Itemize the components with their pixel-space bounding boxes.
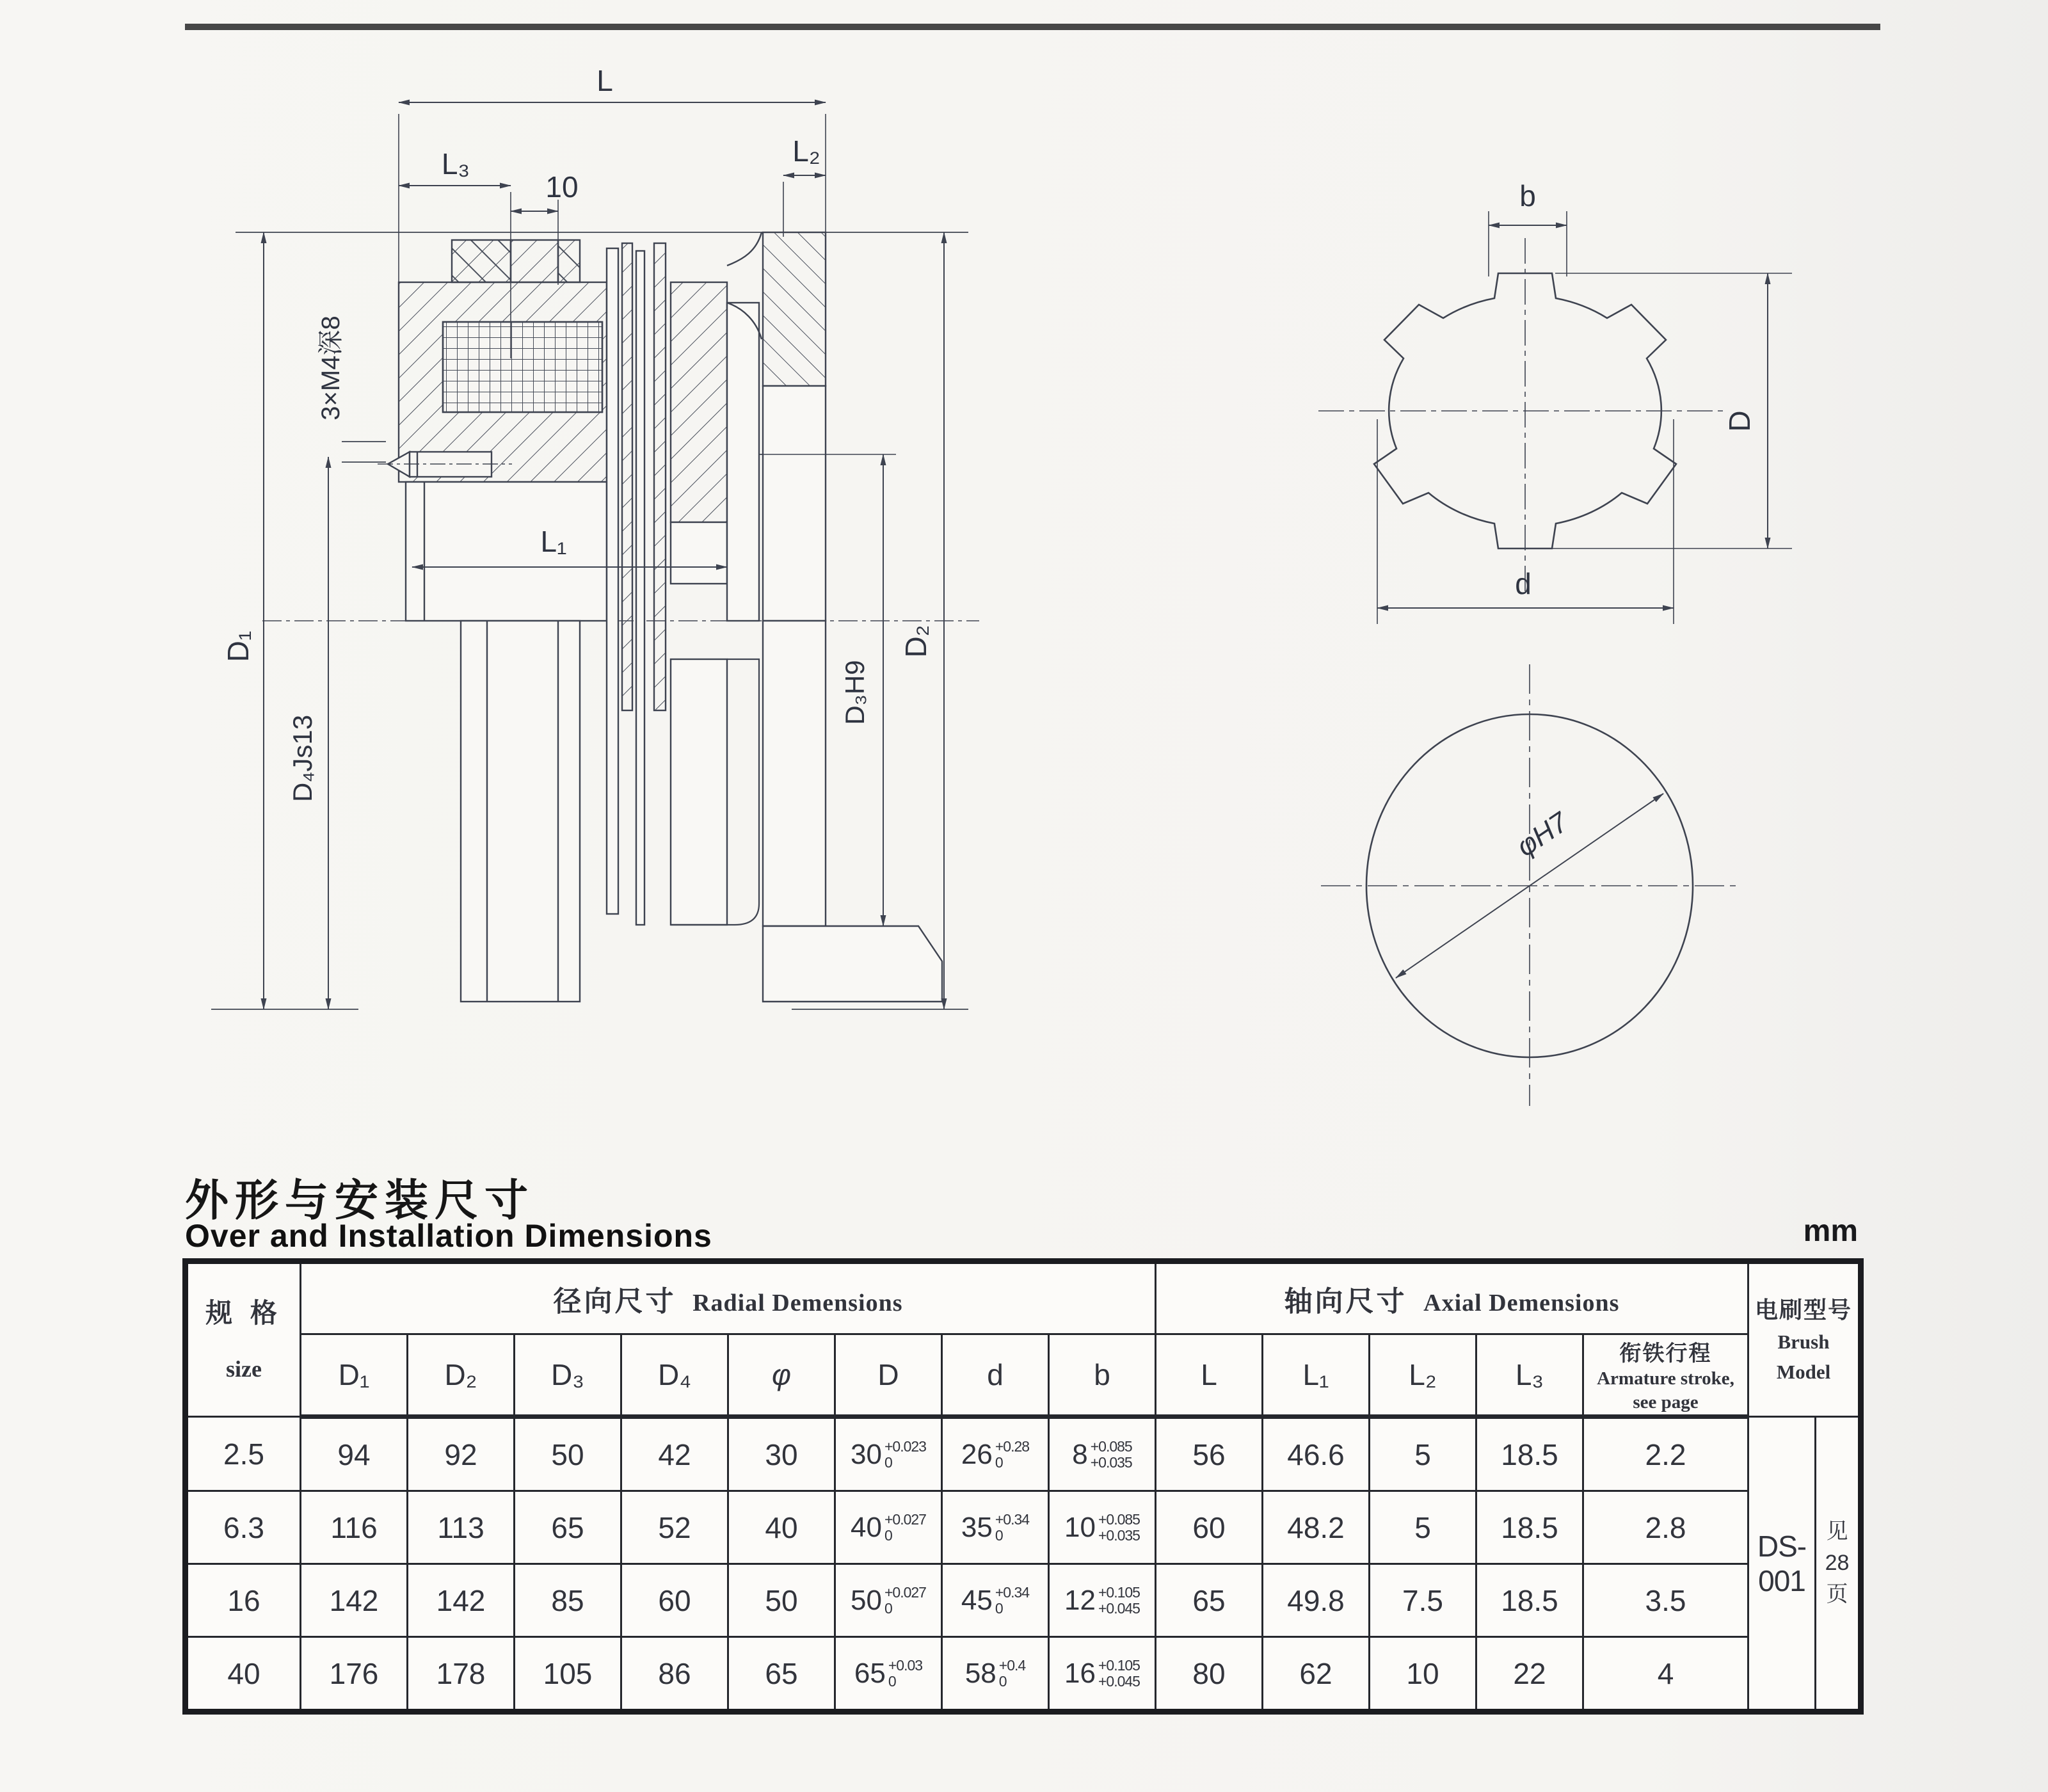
tol-main: 8 xyxy=(1072,1438,1088,1470)
tol-main: 40 xyxy=(851,1511,882,1543)
tol-sub: +0.045 xyxy=(1098,1599,1140,1617)
tol-main: 58 xyxy=(964,1657,996,1689)
header-brush-en1: Brush xyxy=(1777,1331,1830,1353)
tol-sub: +0.035 xyxy=(1098,1526,1140,1544)
cell-see-page xyxy=(1816,1417,1861,1712)
cell-d-tol xyxy=(942,1637,1049,1712)
cell-L: 60 xyxy=(1156,1491,1263,1564)
cell-D3: 105 xyxy=(515,1637,621,1712)
tol-main: 65 xyxy=(854,1657,886,1689)
cell-D-tol xyxy=(835,1564,942,1637)
tol-sub: 0 xyxy=(995,1526,1003,1544)
col-header-L3: L₃ xyxy=(1476,1334,1583,1417)
label-D1: D₁ xyxy=(221,630,255,662)
tol-main: 35 xyxy=(961,1511,993,1543)
tol-sup: +0.28 xyxy=(995,1438,1030,1455)
tol-sup: +0.34 xyxy=(995,1584,1030,1601)
tol-sub: 0 xyxy=(998,1672,1007,1690)
cell-stroke: 2.2 xyxy=(1583,1417,1748,1491)
unit-label: mm xyxy=(1803,1214,1858,1248)
bore-end-view xyxy=(1321,664,1737,1106)
label-d: d xyxy=(1515,567,1532,600)
cell-d-tol xyxy=(942,1564,1049,1637)
cell-size: 16 xyxy=(186,1564,301,1637)
see-page-3: 页 xyxy=(1826,1582,1848,1607)
tol-main: 26 xyxy=(961,1438,993,1470)
table-row-2.5 xyxy=(186,1417,1861,1491)
col-header-L: L xyxy=(1156,1334,1263,1417)
cell-stroke: 4 xyxy=(1583,1637,1748,1712)
label-D3H9: D₃H9 xyxy=(840,660,870,725)
header-radial-zh: 径向尺寸 xyxy=(553,1286,676,1317)
cell-D4: 60 xyxy=(621,1564,728,1637)
col-header-D4: D₄ xyxy=(621,1334,728,1417)
cell-D1: 94 xyxy=(301,1417,408,1491)
label-phiH7: φH7 xyxy=(1510,806,1574,863)
cell-L1: 49.8 xyxy=(1263,1564,1370,1637)
tol-sup: +0.027 xyxy=(884,1511,926,1528)
header-radial-en: Radial Demensions xyxy=(692,1290,903,1316)
tol-sup: +0.105 xyxy=(1098,1657,1140,1674)
cell-phi: 65 xyxy=(728,1637,835,1712)
label-D: D xyxy=(1723,410,1756,432)
cell-L: 65 xyxy=(1156,1564,1263,1637)
tol-sub: 0 xyxy=(995,1599,1003,1617)
label-D2: D₂ xyxy=(899,625,932,658)
col-header-D: D xyxy=(835,1334,942,1417)
header-size xyxy=(186,1261,301,1417)
table-row-6.3 xyxy=(186,1491,1861,1564)
page-title-en: Over and Installation Dimensions xyxy=(185,1218,712,1254)
col-header-b: b xyxy=(1049,1334,1156,1417)
cell-L2: 5 xyxy=(1370,1417,1476,1491)
tol-sup: +0.03 xyxy=(888,1657,923,1674)
header-radial xyxy=(301,1261,1156,1334)
cell-D3: 85 xyxy=(515,1564,621,1637)
header-stroke-zh: 衔铁行程 xyxy=(1619,1341,1712,1366)
cell-D2: 113 xyxy=(408,1491,515,1564)
cell-stroke: 2.8 xyxy=(1583,1491,1748,1564)
cell-phi: 30 xyxy=(728,1417,835,1491)
label-b: b xyxy=(1519,179,1536,212)
header-axial xyxy=(1156,1261,1748,1334)
tol-main: 12 xyxy=(1064,1584,1096,1616)
cell-brush-model: DS-001 xyxy=(1748,1417,1816,1712)
cell-size: 2.5 xyxy=(186,1417,301,1491)
page-title-zh: 外形与安装尺寸 xyxy=(185,1176,535,1225)
cell-D-tol xyxy=(835,1637,942,1712)
tol-main: 30 xyxy=(851,1438,882,1470)
cell-b-tol xyxy=(1049,1637,1156,1712)
tol-sup: +0.027 xyxy=(884,1584,926,1601)
label-L: L xyxy=(596,64,613,97)
col-header-D2: D₂ xyxy=(408,1334,515,1417)
tol-sup: +0.023 xyxy=(884,1438,926,1455)
cell-d-tol xyxy=(942,1491,1049,1564)
header-stroke-en1: Armature stroke, xyxy=(1597,1368,1734,1389)
cell-L2: 7.5 xyxy=(1370,1564,1476,1637)
label-bolt-note: 3×M4深8 xyxy=(317,316,345,420)
cell-b-tol xyxy=(1049,1564,1156,1637)
tol-sub: 0 xyxy=(884,1453,892,1471)
cell-D-tol xyxy=(835,1417,942,1491)
label-10: 10 xyxy=(545,170,579,204)
header-axial-en: Axial Demensions xyxy=(1423,1290,1620,1316)
tol-sup: +0.085 xyxy=(1090,1438,1132,1455)
tol-sup: +0.085 xyxy=(1098,1511,1140,1528)
see-page-2: 28 xyxy=(1825,1550,1850,1575)
cell-b-tol xyxy=(1049,1491,1156,1564)
cell-L2: 5 xyxy=(1370,1491,1476,1564)
cell-D2: 92 xyxy=(408,1417,515,1491)
col-header-d: d xyxy=(942,1334,1049,1417)
cell-D-tol xyxy=(835,1491,942,1564)
cell-L3: 22 xyxy=(1476,1637,1583,1712)
cell-D2: 178 xyxy=(408,1637,515,1712)
table-row-16 xyxy=(186,1564,1861,1637)
cell-D1: 142 xyxy=(301,1564,408,1637)
cell-L1: 48.2 xyxy=(1263,1491,1370,1564)
tol-main: 45 xyxy=(961,1584,993,1616)
see-page-1: 见 xyxy=(1826,1519,1848,1544)
cell-L2: 10 xyxy=(1370,1637,1476,1712)
cell-size: 6.3 xyxy=(186,1491,301,1564)
tol-sup: +0.34 xyxy=(995,1511,1030,1528)
cell-D1: 176 xyxy=(301,1637,408,1712)
tol-sub: 0 xyxy=(884,1526,892,1544)
cell-L: 80 xyxy=(1156,1637,1263,1712)
cell-D4: 52 xyxy=(621,1491,728,1564)
tol-main: 16 xyxy=(1064,1657,1096,1689)
tol-sub: +0.035 xyxy=(1090,1453,1132,1471)
col-header-stroke xyxy=(1583,1334,1748,1417)
label-L1: L₁ xyxy=(540,525,567,558)
tol-sub: +0.045 xyxy=(1098,1672,1140,1690)
tol-sup: +0.105 xyxy=(1098,1584,1140,1601)
cell-L1: 62 xyxy=(1263,1637,1370,1712)
cell-D4: 42 xyxy=(621,1417,728,1491)
cell-d-tol xyxy=(942,1417,1049,1491)
header-brush-model xyxy=(1748,1261,1861,1417)
header-size-zh: 规 格 xyxy=(205,1297,282,1328)
col-header-D3: D₃ xyxy=(515,1334,621,1417)
tol-main: 50 xyxy=(851,1584,882,1616)
dimension-labels-spline xyxy=(1515,179,1756,600)
cell-D4: 86 xyxy=(621,1637,728,1712)
cell-phi: 40 xyxy=(728,1491,835,1564)
cell-D3: 50 xyxy=(515,1417,621,1491)
header-axial-zh: 轴向尺寸 xyxy=(1284,1286,1407,1317)
tol-sub: 0 xyxy=(888,1672,896,1690)
col-header-L1: L₁ xyxy=(1263,1334,1370,1417)
cell-L: 56 xyxy=(1156,1417,1263,1491)
header-stroke-en2: see page xyxy=(1633,1391,1699,1412)
cell-D1: 116 xyxy=(301,1491,408,1564)
table-row-40 xyxy=(186,1637,1861,1712)
dimension-table xyxy=(182,1258,1864,1715)
label-D4Js13: D₄Js13 xyxy=(287,714,317,803)
col-header-L2: L₂ xyxy=(1370,1334,1476,1417)
label-L2: L₂ xyxy=(792,134,820,168)
col-header-D1: D₁ xyxy=(301,1334,408,1417)
col-header-phi: φ xyxy=(728,1334,835,1417)
spline-end-view xyxy=(1318,211,1792,624)
tol-main: 10 xyxy=(1064,1511,1096,1543)
label-L3: L₃ xyxy=(441,147,470,180)
cell-D3: 65 xyxy=(515,1491,621,1564)
tol-sub: 0 xyxy=(995,1453,1003,1471)
cell-b-tol xyxy=(1049,1417,1156,1491)
cell-D2: 142 xyxy=(408,1564,515,1637)
cell-L3: 18.5 xyxy=(1476,1491,1583,1564)
cell-L3: 18.5 xyxy=(1476,1564,1583,1637)
cell-L1: 46.6 xyxy=(1263,1417,1370,1491)
cell-phi: 50 xyxy=(728,1564,835,1637)
header-size-en: size xyxy=(226,1356,262,1382)
tol-sup: +0.4 xyxy=(998,1657,1026,1674)
cell-size: 40 xyxy=(186,1637,301,1712)
tol-sub: 0 xyxy=(884,1599,892,1617)
header-brush-zh: 电刷型号 xyxy=(1754,1297,1852,1323)
cell-L3: 18.5 xyxy=(1476,1417,1583,1491)
header-brush-en2: Model xyxy=(1776,1360,1831,1383)
cell-stroke: 3.5 xyxy=(1583,1564,1748,1637)
